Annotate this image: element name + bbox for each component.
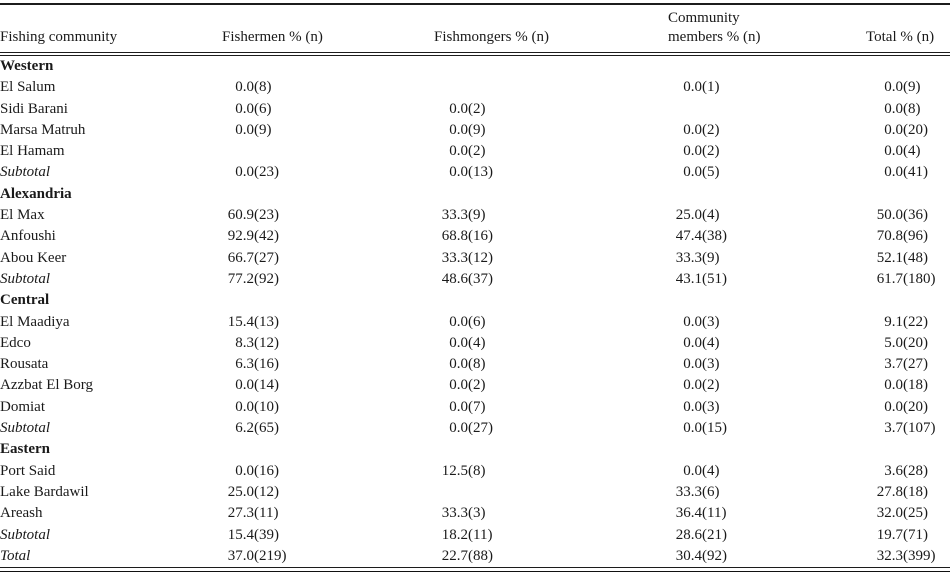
community-label: El Hamam xyxy=(0,143,65,160)
count-value: (9) xyxy=(702,249,720,266)
count-value: (38) xyxy=(702,228,727,245)
percent-value: 33.3 xyxy=(441,505,468,522)
count-value: (8) xyxy=(468,462,486,479)
count-value: (9) xyxy=(468,207,486,224)
count-value: (13) xyxy=(468,164,493,181)
header-fishing-community: Fishing community xyxy=(0,5,222,54)
percent-value: 0.0 xyxy=(235,100,254,117)
percent-value: 3.7 xyxy=(884,420,903,437)
community-label: Subtotal xyxy=(0,270,51,287)
count-value: (11) xyxy=(468,526,493,543)
count-value xyxy=(702,99,866,120)
table-row xyxy=(0,503,950,524)
table-row xyxy=(0,482,950,503)
community-label: Domiat xyxy=(0,398,45,415)
community-label: El Salum xyxy=(0,79,56,96)
count-value: (219) xyxy=(254,547,287,564)
percent-value: 0.0 xyxy=(235,164,254,181)
count-value: (27) xyxy=(903,356,928,373)
percent-value: 0.0 xyxy=(449,143,468,160)
count-value: (23) xyxy=(254,207,279,224)
percent-value: 0.0 xyxy=(884,164,903,181)
percent-value: 36.4 xyxy=(675,505,702,522)
count-value: (2) xyxy=(702,377,720,394)
count-value: (2) xyxy=(468,100,486,117)
count-value: (65) xyxy=(254,420,279,437)
header-total: Total % (n) xyxy=(866,5,950,54)
percent-value: 92.9 xyxy=(227,228,254,245)
count-value: (14) xyxy=(254,377,279,394)
table-row xyxy=(0,354,950,375)
percent-value: 12.5 xyxy=(441,462,468,479)
percent-value: 0.0 xyxy=(884,79,903,96)
region-group-row xyxy=(0,290,950,311)
percent-value: 0.0 xyxy=(683,462,702,479)
percent-value: 0.0 xyxy=(235,462,254,479)
count-value: (9) xyxy=(903,79,921,96)
community-label: Sidi Barani xyxy=(0,100,68,117)
count-value: (4) xyxy=(468,334,486,351)
table-row xyxy=(0,141,950,162)
percent-value: 25.0 xyxy=(675,207,702,224)
percent-value: 0.0 xyxy=(683,143,702,160)
community-label: Anfoushi xyxy=(0,228,56,245)
count-value: (7) xyxy=(468,398,486,415)
percent-value: 0.0 xyxy=(235,121,254,138)
fishing-community-table xyxy=(0,5,950,568)
percent-value: 0.0 xyxy=(449,121,468,138)
table-row xyxy=(0,418,950,439)
percent-value: 18.2 xyxy=(441,526,468,543)
percent-value: 0.0 xyxy=(235,398,254,415)
percent-value: 0.0 xyxy=(683,79,702,96)
table-row xyxy=(0,312,950,333)
community-label: Rousata xyxy=(0,356,49,373)
count-value: (6) xyxy=(702,483,720,500)
percent-value: 77.2 xyxy=(227,270,254,287)
count-value: (41) xyxy=(903,164,928,181)
percent-value: 33.3 xyxy=(675,249,702,266)
percent-value: 0.0 xyxy=(884,121,903,138)
percent-value: 6.3 xyxy=(235,356,254,373)
count-value: (2) xyxy=(702,121,720,138)
percent-value: 0.0 xyxy=(884,377,903,394)
region-label: Western xyxy=(0,58,54,74)
header-fishmongers: Fishmongers % (n) xyxy=(434,5,668,54)
percent-value: 0.0 xyxy=(884,398,903,415)
percent-value: 48.6 xyxy=(441,270,468,287)
percent-value: 68.8 xyxy=(441,228,468,245)
percent-value: 33.3 xyxy=(441,249,468,266)
count-value: (92) xyxy=(702,547,727,564)
count-value: (12) xyxy=(254,483,279,500)
header-row xyxy=(0,5,950,54)
community-label: El Max xyxy=(0,207,45,224)
count-value: (18) xyxy=(903,483,928,500)
community-label: Subtotal xyxy=(0,526,51,543)
count-value: (16) xyxy=(254,356,279,373)
table-row xyxy=(0,248,950,269)
table-row xyxy=(0,333,950,354)
count-value: (36) xyxy=(903,207,928,224)
percent-value: 52.1 xyxy=(876,249,903,266)
table-row xyxy=(0,397,950,418)
percent-value: 0.0 xyxy=(683,356,702,373)
count-value xyxy=(468,482,668,503)
community-label: Abou Keer xyxy=(0,249,67,266)
count-value: (37) xyxy=(468,270,493,287)
table-row xyxy=(0,226,950,247)
count-value: (8) xyxy=(903,100,921,117)
percent-value: 47.4 xyxy=(675,228,702,245)
count-value: (2) xyxy=(468,377,486,394)
percent-value: 0.0 xyxy=(683,420,702,437)
table-row xyxy=(0,205,950,226)
count-value: (39) xyxy=(254,526,279,543)
count-value: (4) xyxy=(702,462,720,479)
table-row xyxy=(0,162,950,183)
table-row xyxy=(0,99,950,120)
percent-value: 27.8 xyxy=(876,483,903,500)
count-value: (18) xyxy=(903,377,928,394)
table-row xyxy=(0,120,950,141)
community-label: Subtotal xyxy=(0,420,51,437)
count-value: (8) xyxy=(468,356,486,373)
count-value: (180) xyxy=(903,270,936,287)
percent-value: 66.7 xyxy=(227,249,254,266)
count-value: (20) xyxy=(903,121,928,138)
percent-value: 33.3 xyxy=(441,207,468,224)
header-fishermen: Fishermen % (n) xyxy=(222,5,434,54)
percent-value: 0.0 xyxy=(683,121,702,138)
header-community-members-line1: Community xyxy=(668,10,740,26)
percent-value: 0.0 xyxy=(449,100,468,117)
percent-value: 0.0 xyxy=(449,398,468,415)
community-label: Azzbat El Borg xyxy=(0,377,94,394)
percent-value: 6.2 xyxy=(235,420,254,437)
region-label: Central xyxy=(0,292,50,309)
count-value: (11) xyxy=(702,505,727,522)
community-label: Port Said xyxy=(0,462,56,479)
count-value xyxy=(468,77,668,98)
count-value: (12) xyxy=(254,334,279,351)
percent-value xyxy=(434,482,468,503)
count-value: (23) xyxy=(254,164,279,181)
percent-value: 0.0 xyxy=(884,100,903,117)
table-row xyxy=(0,546,950,568)
count-value: (6) xyxy=(468,313,486,330)
count-value: (5) xyxy=(702,164,720,181)
community-label: Areash xyxy=(0,505,43,522)
percent-value xyxy=(668,99,702,120)
count-value: (2) xyxy=(702,143,720,160)
percent-value: 3.6 xyxy=(884,462,903,479)
percent-value: 28.6 xyxy=(675,526,702,543)
count-value: (20) xyxy=(903,398,928,415)
percent-value: 15.4 xyxy=(227,313,254,330)
percent-value: 3.7 xyxy=(884,356,903,373)
count-value: (92) xyxy=(254,270,279,287)
percent-value: 0.0 xyxy=(683,164,702,181)
percent-value: 0.0 xyxy=(449,313,468,330)
percent-value: 0.0 xyxy=(683,334,702,351)
region-group-row xyxy=(0,439,950,460)
percent-value: 37.0 xyxy=(227,547,254,564)
community-label: Edco xyxy=(0,334,31,351)
table-row xyxy=(0,461,950,482)
community-label: Marsa Matruh xyxy=(0,121,86,138)
table-row xyxy=(0,525,950,546)
count-value: (107) xyxy=(903,420,936,437)
count-value: (28) xyxy=(903,462,928,479)
percent-value: 0.0 xyxy=(449,164,468,181)
percent-value: 27.3 xyxy=(227,505,254,522)
count-value: (3) xyxy=(702,356,720,373)
count-value: (25) xyxy=(903,505,928,522)
count-value: (27) xyxy=(468,420,493,437)
table-body xyxy=(0,54,950,568)
community-label: El Maadiya xyxy=(0,313,70,330)
percent-value: 0.0 xyxy=(449,334,468,351)
count-value: (21) xyxy=(702,526,727,543)
count-value: (15) xyxy=(702,420,727,437)
percent-value: 22.7 xyxy=(441,547,468,564)
count-value: (10) xyxy=(254,398,279,415)
count-value: (22) xyxy=(903,313,928,330)
percent-value: 9.1 xyxy=(884,313,903,330)
count-value: (4) xyxy=(903,143,921,160)
percent-value: 25.0 xyxy=(227,483,254,500)
percent-value: 70.8 xyxy=(876,228,903,245)
count-value: (48) xyxy=(903,249,928,266)
count-value: (51) xyxy=(702,270,727,287)
percent-value: 0.0 xyxy=(683,313,702,330)
count-value: (399) xyxy=(903,547,936,564)
community-label: Lake Bardawil xyxy=(0,483,89,500)
header-community-members xyxy=(668,5,866,54)
count-value: (2) xyxy=(468,143,486,160)
percent-value: 15.4 xyxy=(227,526,254,543)
percent-value: 60.9 xyxy=(227,207,254,224)
count-value: (88) xyxy=(468,547,493,564)
region-label: Alexandria xyxy=(0,185,72,202)
count-value xyxy=(254,141,434,162)
percent-value: 43.1 xyxy=(675,270,702,287)
count-value: (16) xyxy=(254,462,279,479)
region-label: Eastern xyxy=(0,441,50,458)
count-value: (9) xyxy=(254,121,272,138)
percent-value: 19.7 xyxy=(876,526,903,543)
count-value: (9) xyxy=(468,121,486,138)
count-value: (20) xyxy=(903,334,928,351)
percent-value: 0.0 xyxy=(449,356,468,373)
count-value: (4) xyxy=(702,334,720,351)
percent-value: 0.0 xyxy=(449,420,468,437)
percent-value: 32.0 xyxy=(876,505,903,522)
percent-value: 33.3 xyxy=(675,483,702,500)
count-value: (11) xyxy=(254,505,279,522)
percent-value: 0.0 xyxy=(683,398,702,415)
percent-value: 50.0 xyxy=(876,207,903,224)
count-value: (12) xyxy=(468,249,493,266)
count-value: (6) xyxy=(254,100,272,117)
percent-value: 32.3 xyxy=(876,547,903,564)
count-value: (13) xyxy=(254,313,279,330)
count-value: (1) xyxy=(702,79,720,96)
percent-value: 30.4 xyxy=(675,547,702,564)
count-value: (16) xyxy=(468,228,493,245)
percent-value: 8.3 xyxy=(235,334,254,351)
count-value: (71) xyxy=(903,526,928,543)
percent-value xyxy=(434,77,468,98)
count-value: (3) xyxy=(468,505,486,522)
percent-value: 61.7 xyxy=(876,270,903,287)
percent-value: 0.0 xyxy=(235,377,254,394)
table-header xyxy=(0,5,950,54)
percent-value: 0.0 xyxy=(449,377,468,394)
count-value: (3) xyxy=(702,398,720,415)
percent-value: 0.0 xyxy=(683,377,702,394)
percent-value xyxy=(222,141,254,162)
table-row xyxy=(0,77,950,98)
region-group-row xyxy=(0,54,950,77)
table-row xyxy=(0,269,950,290)
count-value: (42) xyxy=(254,228,279,245)
percent-value: 0.0 xyxy=(235,79,254,96)
count-value: (4) xyxy=(702,207,720,224)
percent-value: 0.0 xyxy=(884,143,903,160)
count-value: (3) xyxy=(702,313,720,330)
community-label: Subtotal xyxy=(0,164,51,181)
count-value: (8) xyxy=(254,79,272,96)
region-group-row xyxy=(0,184,950,205)
community-label: Total xyxy=(0,547,31,564)
header-community-members-line2: members % (n) xyxy=(668,29,761,45)
table-row xyxy=(0,375,950,396)
count-value: (27) xyxy=(254,249,279,266)
percent-value: 5.0 xyxy=(884,334,903,351)
count-value: (96) xyxy=(903,228,928,245)
